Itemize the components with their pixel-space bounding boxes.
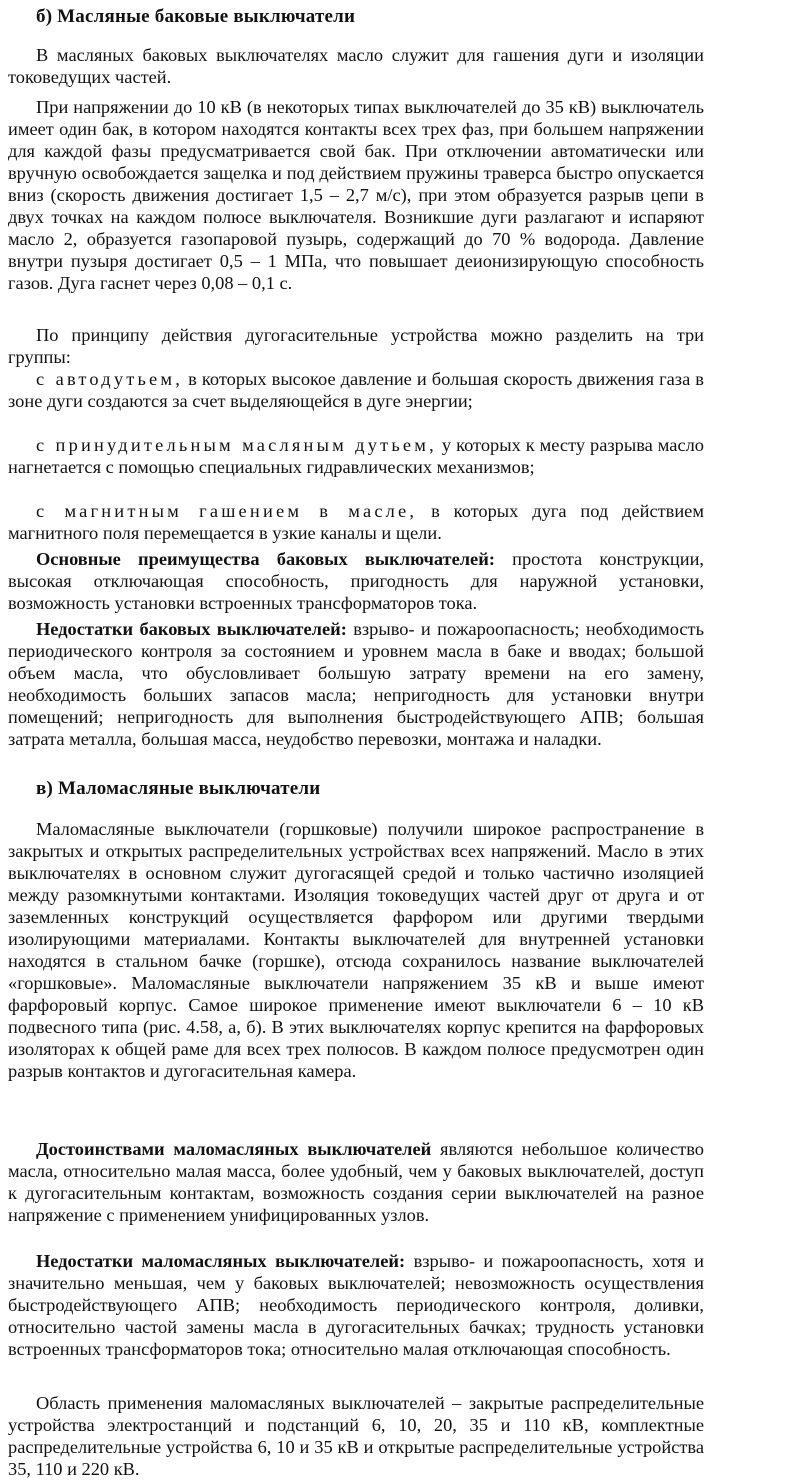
section-b-advantages (8, 548, 704, 614)
section-b-heading: б) Масляные баковые выключатели (36, 6, 356, 27)
section-b-paragraph-3: По принципу действия дугогасительные устройства можно разделить на три группы: (8, 325, 704, 367)
section-b-paragraph-2: При напряжении до 10 кВ (в некоторых типах выключателей до 35 кВ) выключатель имеет один бак, в котором находятся контакты всех трех фаз, при большем напряжении для каждой фазы предусматривается свой бак. При отключении автоматически или вручную освобождается защелка и под действием пружины траверса быстро опускается вниз (скорость движения достигает 1,5 – 2,7 м/с), при этом образуется разрыв цепи в двух точках на каждом полюсе выключателя. Возникшие дуги разлагают и испаряют масло 2, образуется газопаровой пузырь, содержащий до 70 % водорода. Давление внутри пузыря достигает 0,5 – 1 МПа, что повышает деионизирующую способность газов. Дуга гаснет через 0,08 – 0,1 с. (8, 97, 704, 293)
group-item-magnetic (8, 500, 704, 544)
section-b-operation (8, 96, 704, 294)
disadvantages-lead: Недостатки баковых выключателей: (36, 619, 347, 639)
group-term-forced-oil: с принудительным масляным дутьем, (36, 435, 437, 455)
small-oil-disadvantages-lead: Недостатки маломасляных выключателей: (36, 1251, 406, 1271)
section-v-disadvantages (8, 1250, 704, 1360)
small-oil-advantages-lead: Достоинствами маломасляных выключателей (36, 1139, 432, 1159)
group-text-magnetic: в которых дуга под действием магнитного поля перемещается в узкие каналы и щели. (8, 501, 704, 543)
section-v-intro (8, 818, 704, 1082)
small-oil-advantages-text: являются небольшое количество масла, относительно малая масса, более удобный, чем у баковых выключателей, доступ к дугогасительным контактам, возможность создания серии выключателей на разное напряжение с применением унифицированных узлов. (8, 1139, 704, 1225)
advantages-lead: Основные преимущества баковых выключателей: (36, 549, 495, 569)
small-oil-disadvantages-text: взрыво- и пожароопасность, хотя и значительно меньшая, чем у баковых выключателей; невозможность осуществления быстродействующего АПВ; необходимость периодического контроля, доливки, относительно частой замены масла в дугогасительных бачках; трудность установки встроенных трансформаторов тока; относительно малая отключающая способность. (8, 1251, 704, 1359)
section-b-paragraph-1: В масляных баковых выключателях масло служит для гашения дуги и изоляции токоведущих частей. (8, 45, 704, 87)
group-text-autoblast: в которых высокое давление и большая скорость движения газа в зоне дуги создаются за счет выделяющейся в дуге энергии; (8, 369, 704, 411)
section-v-advantages (8, 1138, 704, 1226)
scope-paragraph: Область применения маломасляных выключателей – закрытые распределительные устройства электростанций и подстанций 6, 10, 20, 35 и 110 кВ, комплектные распределительные устройства 6, 10 и 35 кВ и открытые распределительные устройства 35, 110 и 220 кВ. (8, 1393, 704, 1479)
disadvantages-text: взрыво- и пожароопасность; необходимость периодического контроля за состоянием и уровнем масла в баке и вводах; большой объем масла, что обусловливает большую затрату времени на его замену, необходимость больших запасов масла; непригодность для установки внутри помещений; непригодность для выполнения быстродействующего АПВ; большая затрата металла, большая масса, неудобство перевозки, монтажа и наладки. (8, 619, 704, 749)
advantages-text: простота конструкции, высокая отключающая способность, пригодность для наружной установки, возможность установки встроенных трансформаторов тока. (8, 549, 705, 613)
section-v-scope (8, 1392, 704, 1480)
group-item-forced-oil (8, 434, 704, 478)
section-b-intro (8, 44, 704, 88)
group-item-autoblast (8, 368, 704, 412)
section-v-paragraph-1: Маломасляные выключатели (горшковые) получили широкое распространение в закрытых и открытых распределительных устройствах всех напряжений. Масло в этих выключателях в основном служит дугогасящей средой и только частично изоляцией между разомкнутыми контактами. Изоляция токоведущих частей друг от друга и от заземленных конструкций осуществляется фарфором или другими твердыми изолирующими материалами. Контакты выключателей для внутренней установки находятся в стальном бачке (горшке), отсюда сохранилось название выключателей «горшковые». Маломасляные выключатели напряжением 35 кВ и выше имеют фарфоровый корпус. Самое широкое применение имеют выключатели 6 – 10 кВ подвесного типа (рис. 4.58, а, б). В этих выключателях корпус крепится на фарфоровых изоляторах к общей раме для всех трех полюсов. В каждом полюсе предусмотрен один разрыв контактов и дугогасительная камера. (8, 819, 704, 1081)
section-b-groups-intro (8, 324, 704, 368)
section-v-heading: в) Маломасляные выключатели (36, 778, 321, 799)
group-text-forced-oil: у которых к месту разрыва масло нагнетается с помощью специальных гидравлических механизмов; (8, 435, 705, 477)
group-term-magnetic: с магнитным гашением в масле, (36, 501, 418, 521)
group-term-autoblast: с автодутьем, (36, 369, 184, 389)
section-b-disadvantages (8, 618, 704, 750)
